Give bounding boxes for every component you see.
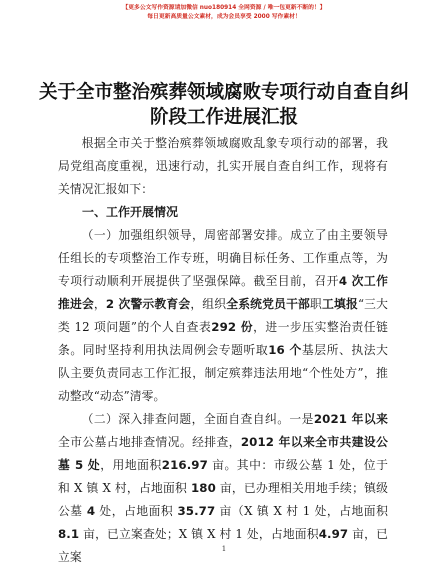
highlight-text: 16 个 <box>268 343 302 357</box>
highlight-text: 292 份 <box>211 320 254 334</box>
text-segment: 基层所、执法大队主要负责同志工作汇报，制定殡葬违法用地“个性处方”，推动整改“动态”清零。 <box>58 343 389 403</box>
text-segment: 亩，已立案 <box>58 527 388 564</box>
highlight-text: 4 <box>86 504 96 518</box>
intro-paragraph: 根据全市关于整治殡葬领域腐败乱象专项行动的部署，我局党组高度重视，迅速行动，扎实开展自查自纠工作，现将有关情况汇报如下： <box>58 136 388 196</box>
text-segment: 亩，已立案查处；X 镇 X 村 1 处，占地面积 <box>79 527 319 541</box>
highlight-text: 2021 年以来 <box>313 412 388 426</box>
text-segment: ，组织 <box>190 297 227 311</box>
promo-banner-line1: 【更多公文写作资源请加微信 nuo180914 全网资源 / 唯一包更新不断的！】 <box>122 5 326 11</box>
highlight-text: 2012 年以来全市共建设公墓 5 处 <box>58 435 388 472</box>
highlight-text: 8.1 <box>58 527 80 541</box>
promo-banner <box>0 4 448 22</box>
text-segment: 亩。其中：市级公墓 1 处，位于和 X 镇 X 村，占地面积 <box>58 458 388 495</box>
highlight-text: 4.97 <box>318 527 349 541</box>
text-segment: （一）加强组织领导，周密部署安排。成立了由主要领导任组长的专项整治工作专班，明确目标任务、工作重点等，为专项行动顺利开展提供了坚强保障。截至目前，召开 <box>58 228 388 288</box>
highlight-text: 216.97 <box>161 458 208 472</box>
document-title <box>0 80 448 130</box>
highlight-text: 工填报 <box>322 297 358 311</box>
document-body <box>58 132 388 569</box>
document-title-line1: 关于全市整治殡葬领域腐败专项行动自查自纠 <box>38 82 409 103</box>
text-segment: 全市公墓占地排查情况。经排查， <box>58 435 241 449</box>
text-segment: 处，占地面积 <box>95 504 178 518</box>
promo-banner-line2: 每日更新高质量公文素材，成为会员享受 2000 写作素材！ <box>147 14 301 20</box>
highlight-text: 180 <box>190 481 216 495</box>
text-segment: 亩（X 镇 X 村 1 处，占地面积 <box>215 504 388 518</box>
text-segment: 职 <box>310 297 323 311</box>
section-heading: 一、工作开展情况 <box>82 205 179 219</box>
document-title-line2: 阶段工作进展汇报 <box>149 107 298 128</box>
highlight-text: 2 次警示教育会 <box>105 297 191 311</box>
text-segment: （二）深入排查问题，全面自查自纠。一是 <box>81 412 314 426</box>
text-segment: 亩，已办理相关用地手续；镇级公墓 <box>58 481 388 518</box>
text-segment: “三大类 12 项问题”的个人自查表 <box>58 297 389 334</box>
text-segment: ， <box>93 297 106 311</box>
text-segment: ，用地面积 <box>100 458 162 472</box>
highlight-text: 4 次工作推进会 <box>58 274 388 311</box>
paragraph-organization <box>58 224 388 408</box>
text-segment: ，进一步压实整治责任链条。同时坚持利用执法周例会专题听取 <box>58 320 389 357</box>
highlight-text: 35.77 <box>177 504 216 518</box>
page-number: 1 <box>221 545 227 553</box>
highlight-text: 全系统党员干部 <box>226 297 311 311</box>
